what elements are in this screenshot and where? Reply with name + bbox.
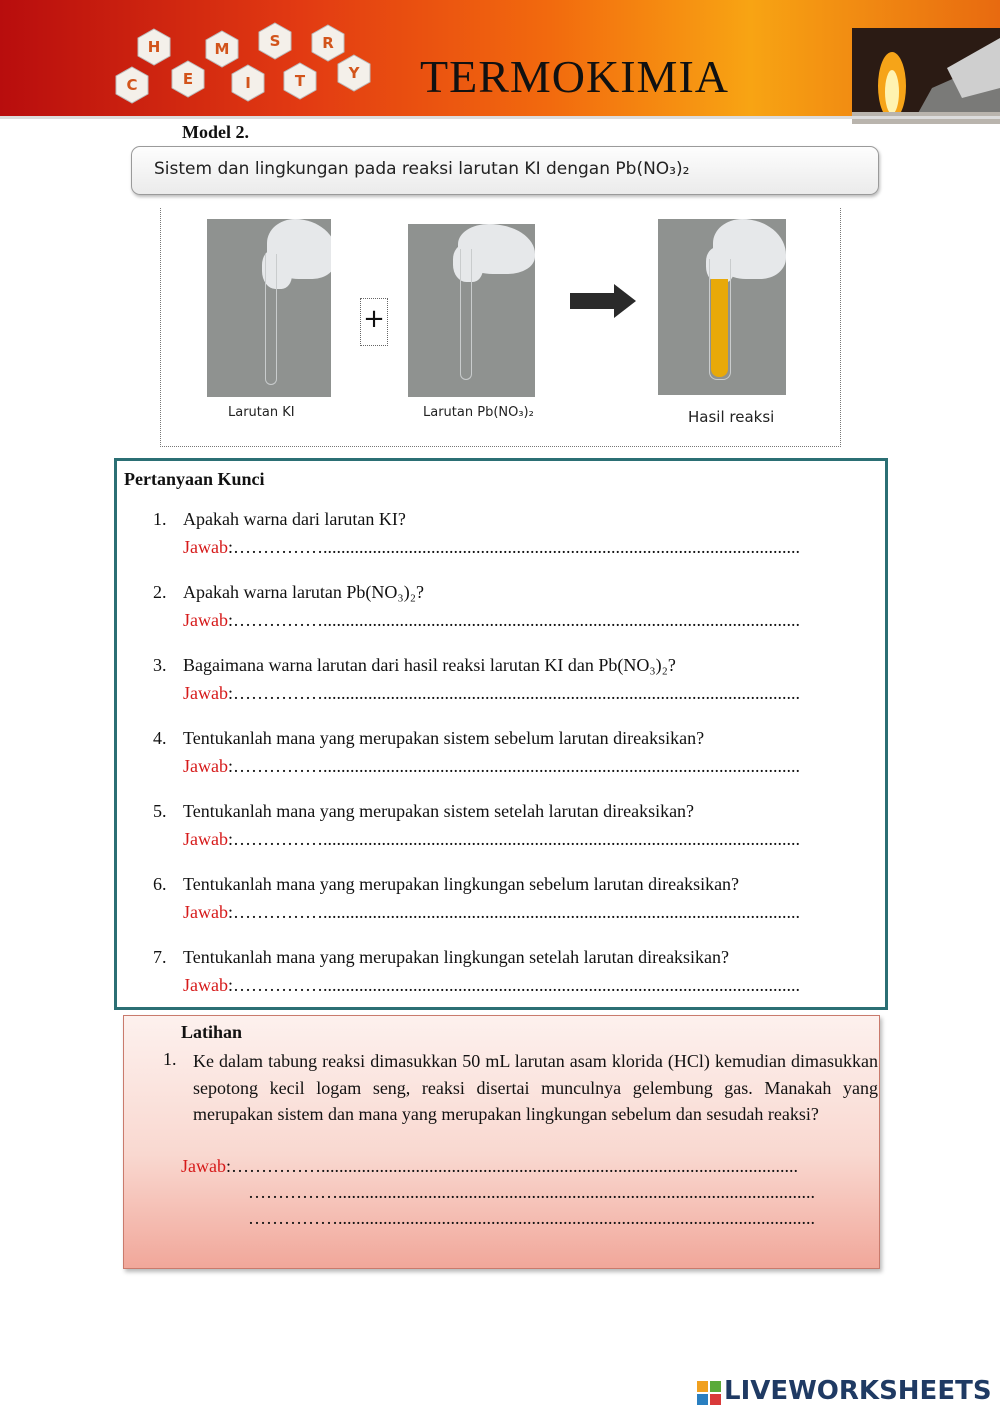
- hex-tile: S: [256, 22, 294, 60]
- chemistry-hex-logo: [105, 18, 385, 118]
- reaction-arrow-icon: [570, 284, 636, 318]
- latihan-answer-line[interactable]: Jawab:……………..........................................................................................................: [181, 1156, 798, 1176]
- question-item: 4. Tentukanlah mana yang merupakan sistem sebelum larutan direaksikan?: [153, 728, 705, 748]
- key-questions-box: [114, 458, 888, 1010]
- question-item: 7. Tentukanlah mana yang merupakan lingkungan setelah larutan direaksikan?: [153, 947, 730, 967]
- question-item: 6. Tentukanlah mana yang merupakan lingkungan sebelum larutan direaksikan?: [153, 874, 740, 894]
- answer-line[interactable]: Jawab:……………..........................................................................................................: [183, 610, 800, 630]
- answer-line[interactable]: Jawab:……………..........................................................................................................: [183, 975, 800, 995]
- caption-hasil-reaksi: Hasil reaksi: [688, 408, 775, 426]
- hex-tile: I: [229, 64, 267, 102]
- hex-tile: H: [135, 28, 173, 66]
- photo-hasil-reaksi: [658, 219, 786, 395]
- latihan-number: 1.: [163, 1049, 177, 1069]
- question-item: 2. Apakah warna larutan Pb(NO₃)₂?: [153, 582, 424, 602]
- question-item: 5. Tentukanlah mana yang merupakan sistem setelah larutan direaksikan?: [153, 801, 695, 821]
- answer-line[interactable]: Jawab:……………..........................................................................................................: [183, 683, 800, 703]
- page-title: TERMOKIMIA: [420, 51, 729, 102]
- liveworksheets-logo-icon: [697, 1381, 721, 1405]
- hex-tile: E: [169, 60, 207, 98]
- caption-larutan-ki: Larutan KI: [228, 405, 295, 420]
- photo-larutan-pb: [408, 224, 535, 397]
- header-banner: [0, 0, 1000, 116]
- latihan-question: Ke dalam tabung reaksi dimasukkan 50 mL larutan asam klorida (HCl) kemudian dimasukkan sepotong kecil logam seng, reaksi disertai munculnya gelembung gas. Manakah yang merupakan sistem dan mana yang merupakan lingkungan sebelum dan sesudah reaksi?: [193, 1051, 878, 1124]
- header-divider: [0, 116, 1000, 119]
- hex-tile: R: [309, 24, 347, 62]
- question-item: 1. Apakah warna dari larutan KI?: [153, 509, 406, 529]
- hex-tile: M: [203, 30, 241, 68]
- hex-tile: T: [281, 62, 319, 100]
- hex-tile: C: [113, 66, 151, 104]
- latihan-box: [123, 1015, 880, 1269]
- caption-larutan-pb: Larutan Pb(NO₃)₂: [423, 405, 534, 420]
- key-questions-title: Pertanyaan Kunci: [124, 469, 265, 489]
- model-heading-box: [131, 146, 879, 195]
- latihan-title: Latihan: [181, 1022, 243, 1042]
- answer-line[interactable]: Jawab:……………..........................................................................................................: [183, 756, 800, 776]
- answer-line[interactable]: Jawab:……………..........................................................................................................: [183, 537, 800, 557]
- candle-flame-image: [852, 28, 1000, 124]
- plus-sign: +: [360, 298, 388, 346]
- answer-line[interactable]: Jawab:……………..........................................................................................................: [183, 902, 800, 922]
- photo-larutan-ki: [207, 219, 331, 397]
- liveworksheets-brand: LIVEWORKSHEETS: [724, 1376, 992, 1406]
- model-label: Model 2.: [182, 122, 249, 142]
- latihan-answer-line[interactable]: ……………..........................................................................................................: [248, 1182, 815, 1202]
- latihan-answer-line[interactable]: ……………..........................................................................................................: [248, 1208, 815, 1228]
- hex-tile: Y: [335, 54, 373, 92]
- answer-line[interactable]: Jawab:……………..........................................................................................................: [183, 829, 800, 849]
- model-heading: Sistem dan lingkungan pada reaksi larutan KI dengan Pb(NO₃)₂: [154, 159, 690, 179]
- question-item: 3. Bagaimana warna larutan dari hasil reaksi larutan KI dan Pb(NO₃)₂?: [153, 655, 676, 675]
